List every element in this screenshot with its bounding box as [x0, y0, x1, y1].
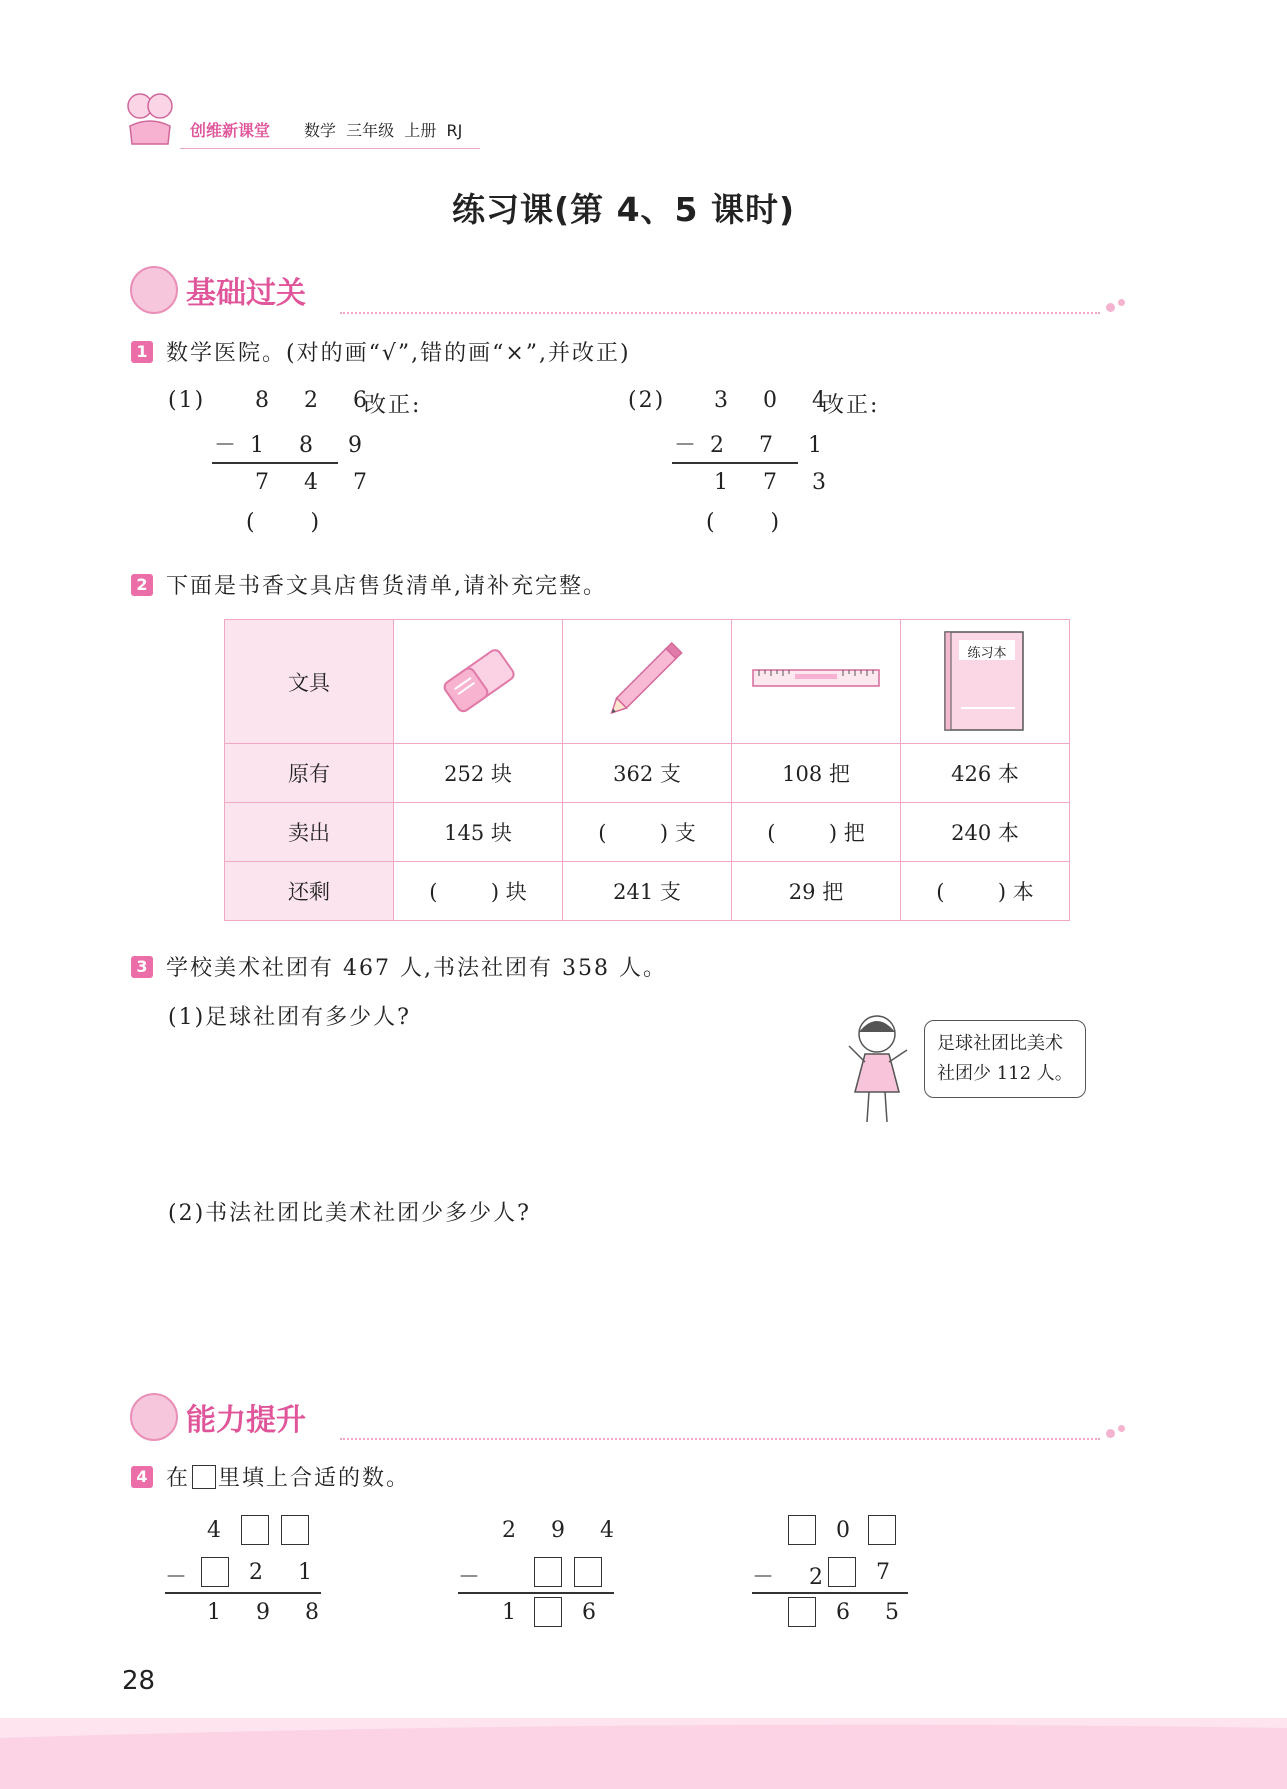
- q1a-rule: [212, 462, 338, 464]
- answer-box[interactable]: [828, 1557, 856, 1587]
- subject-info: 数学 三年级 上册 RJ: [304, 121, 463, 140]
- section-header-basic: [130, 266, 306, 314]
- q4c-result: 6 5: [836, 1600, 913, 1625]
- divider-dot: [1118, 1425, 1125, 1432]
- bubble-line: 足球社团比美术: [937, 1033, 1063, 1054]
- answer-box[interactable]: [574, 1557, 602, 1587]
- question-number: 2: [131, 574, 153, 596]
- q4a-minus: －: [165, 1565, 202, 1590]
- section-title-advanced: 能力提升: [186, 1403, 306, 1438]
- ruler-image: [732, 620, 901, 744]
- table-cell-blank[interactable]: ( ) 本: [901, 862, 1070, 921]
- question-text: 数学医院。(对的画“√”,错的画“×”,并改正): [166, 341, 631, 366]
- table-cell-blank[interactable]: ( ) 块: [394, 862, 563, 921]
- section-header-advanced: [130, 1393, 306, 1441]
- section-badge-icon: [130, 266, 178, 314]
- girl-character-image: [845, 1010, 915, 1130]
- question-number: 1: [131, 341, 153, 363]
- divider-dot: [1106, 303, 1115, 312]
- blank-box-icon: [192, 1465, 216, 1489]
- question-number: 3: [131, 956, 153, 978]
- q1b-subtrahend: －2 7 1: [674, 433, 836, 458]
- divider-dot: [1106, 1429, 1115, 1438]
- q3-part1: (1)足球社团有多少人?: [168, 1005, 411, 1030]
- q1b-fix-label: 改正:: [822, 393, 880, 418]
- table-cell: 29 把: [732, 862, 901, 921]
- table-cell: 240 本: [901, 803, 1070, 862]
- q4a-rule: [165, 1592, 321, 1594]
- q4a-result: 1 9 8: [207, 1600, 333, 1625]
- q1a-subtrahend: －1 8 9: [214, 433, 376, 458]
- q1a-result: 7 4 7: [255, 470, 381, 495]
- section-divider-basic: [340, 312, 1100, 314]
- q4-text-pre: 在: [166, 1466, 191, 1491]
- header-divider: [180, 148, 480, 149]
- section-badge-icon: [130, 1393, 178, 1441]
- q4a-sub-digits: 2 1: [249, 1560, 326, 1585]
- answer-box[interactable]: [534, 1597, 562, 1627]
- q3-part2: (2)书法社团比美术社团少多少人?: [168, 1201, 531, 1226]
- question-text: 学校美术社团有 467 人,书法社团有 358 人。: [166, 956, 667, 981]
- q1b-rule: [672, 462, 798, 464]
- row-label: 卖出: [225, 803, 394, 862]
- q4b-problem: [458, 1512, 628, 1632]
- question-number: 4: [131, 1466, 153, 1488]
- table-cell: 145 块: [394, 803, 563, 862]
- answer-box[interactable]: [241, 1515, 269, 1545]
- q4-text-post: 里填上合适的数。: [218, 1466, 411, 1491]
- table-cell: 362 支: [563, 744, 732, 803]
- footer-band: [0, 1718, 1287, 1789]
- table-cell: 426 本: [901, 744, 1070, 803]
- q1a-answer-paren: ( ): [246, 510, 322, 535]
- q4b-result-left: 1: [502, 1600, 530, 1625]
- q4b-rule: [458, 1592, 614, 1594]
- answer-box[interactable]: [788, 1597, 816, 1627]
- q4c-top-mid: 0: [836, 1518, 864, 1543]
- header-mascot: [122, 88, 178, 150]
- page-title: 练习课(第 4、5 课时): [452, 190, 796, 229]
- q1b-label: (2): [628, 388, 666, 413]
- row-label: 还剩: [225, 862, 394, 921]
- q1b-minuend: 3 0 4: [714, 388, 840, 413]
- answer-box[interactable]: [201, 1557, 229, 1587]
- table-cell: 108 把: [732, 744, 901, 803]
- answer-box[interactable]: [788, 1515, 816, 1545]
- q4b-top-digits: 2 9 4: [502, 1518, 628, 1543]
- section-title-basic: 基础过关: [186, 276, 306, 311]
- table-cell: 241 支: [563, 862, 732, 921]
- table-header-label: 文具: [225, 620, 394, 744]
- q4c-sub-right: 7: [876, 1560, 904, 1585]
- q4c-problem: [752, 1512, 912, 1632]
- table-cell-blank[interactable]: ( ) 支: [563, 803, 732, 862]
- q1b-answer-paren: ( ): [706, 510, 782, 535]
- q4b-minus: －: [458, 1565, 495, 1590]
- pencil-image: [563, 620, 732, 744]
- q1a-fix-label: 改正:: [364, 393, 422, 418]
- answer-box[interactable]: [534, 1557, 562, 1587]
- q4c-sub-left: － 2: [752, 1565, 837, 1590]
- q1a-label: (1): [168, 388, 206, 413]
- divider-dot: [1118, 299, 1125, 306]
- page-number: 28: [122, 1666, 156, 1696]
- q4c-rule: [752, 1592, 908, 1594]
- sales-table: [224, 619, 1070, 921]
- row-label: 原有: [225, 744, 394, 803]
- notebook-image: [901, 620, 1070, 744]
- speech-bubble: [924, 1020, 1086, 1098]
- table-cell-blank[interactable]: ( ) 把: [732, 803, 901, 862]
- q4b-result-right: 6: [582, 1600, 610, 1625]
- notebook-label: 练习本: [967, 645, 1007, 661]
- q4a-problem: [165, 1512, 333, 1632]
- brand-name: 创维新课堂: [190, 121, 271, 140]
- answer-box[interactable]: [868, 1515, 896, 1545]
- q1a-minuend: 8 2 6: [255, 388, 381, 413]
- bubble-line: 社团少 112 人。: [937, 1063, 1073, 1084]
- question-text: 下面是书香文具店售货清单,请补充完整。: [166, 574, 607, 599]
- eraser-image: [394, 620, 563, 744]
- table-cell: 252 块: [394, 744, 563, 803]
- section-divider-advanced: [340, 1438, 1100, 1440]
- answer-box[interactable]: [281, 1515, 309, 1545]
- question-text: [166, 1461, 410, 1492]
- q1b-result: 1 7 3: [714, 470, 840, 495]
- q4a-top-digit: 4: [207, 1518, 235, 1543]
